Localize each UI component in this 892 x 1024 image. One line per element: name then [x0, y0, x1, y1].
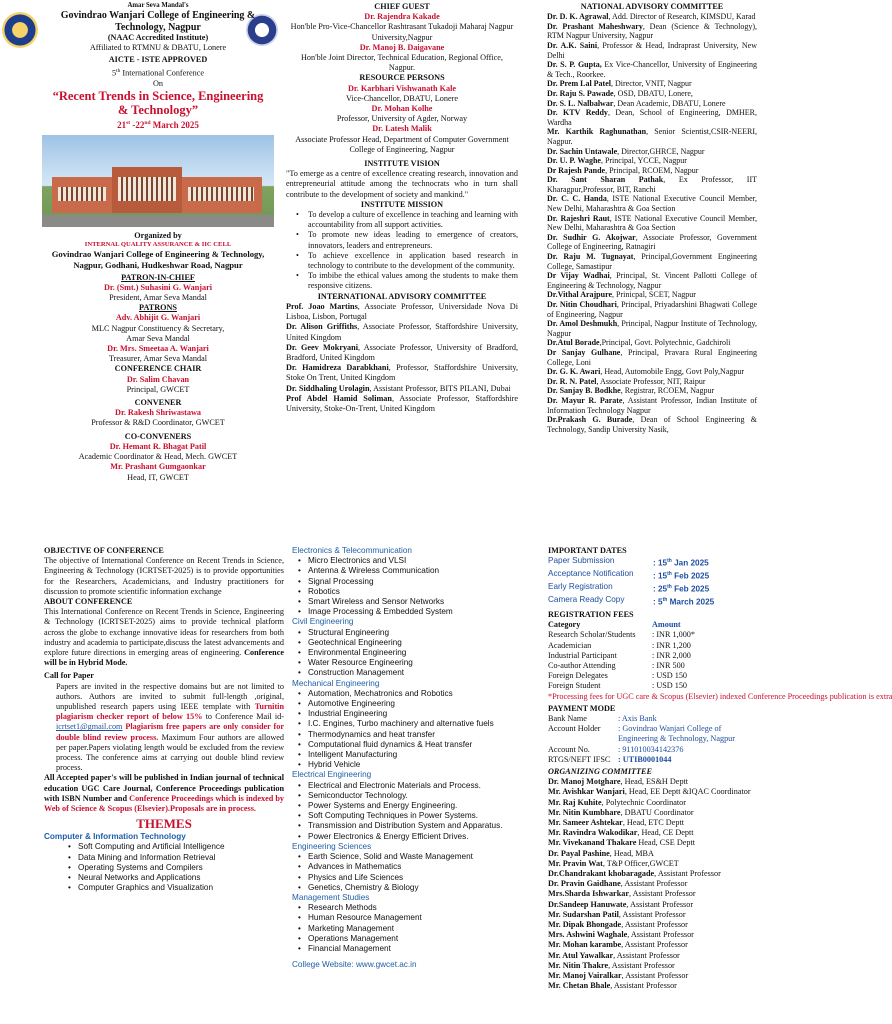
- mission-item: • To promote new ideas leading to emergence of creators, innovators, leaders and entrepreneurs.: [286, 230, 518, 250]
- elec-head: Electrical Engineering: [292, 770, 372, 780]
- col-national-committee: [547, 2, 757, 522]
- fee-row: Industrial Participant : INR 2,000: [548, 650, 691, 660]
- mail-link[interactable]: icrtset1@gmail.com: [56, 722, 123, 732]
- fees-head: REGISTRATION FEES: [548, 609, 634, 619]
- committee-member: Dr. Rajeshri Raut, ISTE National Executive Council Member, New Delhi, Maharashtra & Goa Section: [547, 213, 758, 233]
- res1-name: Dr. Karbhari Vishwanath Kale: [348, 83, 456, 93]
- committee-member: Mrs. Ashwini Waghale, Assistant Professor: [548, 930, 694, 940]
- payment-table: [548, 714, 760, 765]
- committee-member: Mr. Ravindra Wakodikar, Head, CE Deptt: [548, 828, 694, 838]
- res1-role: Vice-Chancellor, DBATU, Lonere: [346, 93, 458, 103]
- committee-member: Dr. Prem Lal Patel, Director, VNIT, Nagpur: [547, 79, 692, 89]
- committee-member: Dr. Payal Pashine, Head, MBA: [548, 848, 654, 858]
- committee-member: Dr.Sandeep Hanuwate, Assistant Professor: [548, 899, 694, 909]
- fee-row: Foreign Delegates : USD 150: [548, 671, 688, 681]
- committee-member: Mr. Manoj Vairalkar, Assistant Professor: [548, 971, 689, 981]
- theme-item: • Structural Engineering: [292, 628, 532, 638]
- committee-member: Mr. Pravin Wat, T&P Officer,GWCET: [548, 858, 679, 868]
- fee-row: Foreign Student : USD 150: [548, 681, 688, 691]
- pay-row: RTGS/NEFT IFSC : UTIB0001044: [548, 754, 672, 764]
- chief2-name: Dr. Manoj B. Daigavane: [359, 42, 445, 52]
- intl-member: Dr. Alison Griffiths, Associate Professor, Staffordshire University, United Kingdom: [286, 322, 518, 342]
- fee-row: Co-author Attending : INR 500: [548, 660, 685, 670]
- college-name: Govindrao Wanjari College of Engineering & Technology, Nagpur: [60, 10, 256, 33]
- theme-item: • Operating Systems and Compilers: [62, 863, 284, 873]
- committee-member: Dr. Sanjay B. Bodkhe, Registrar, RCOEM, Nagpur: [547, 386, 715, 396]
- mission-item: • To achieve excellence in application based research in technology to contribute to the development of the community.: [286, 251, 518, 271]
- committee-member: Dr. Raju S. Pawade, OSD, DBATU, Lonere,: [547, 88, 693, 98]
- chief1-role: Hon'ble Pro-Vice-Chancellor Rashtrasant Tukadoji Maharaj Nagpur University,Nagpur: [290, 22, 514, 42]
- cs-head: Computer & Information Technology: [44, 832, 186, 842]
- committee-member: Dr. Pravin Gaidhane, Assistant Professor: [548, 879, 688, 889]
- theme-item: • Image Processing & Embedded System: [292, 607, 532, 617]
- convener-name: Dr. Rakesh Shriwastawa: [115, 408, 201, 418]
- chair-head: CONFERENCE CHAIR: [114, 364, 202, 374]
- dates-head: IMPORTANT DATES: [548, 546, 627, 555]
- objective-head: OBJECTIVE OF CONFERENCE: [44, 546, 164, 555]
- committee-member: Mr. Dipak Bhongade, Assistant Professor: [548, 920, 688, 930]
- patrons-head: PATRONS: [139, 303, 177, 313]
- committee-member: Dr. Sudhir G. Akojwar, Associate Professor, Government College of Engineering, Ratnagiri: [547, 232, 757, 252]
- mgmt-head: Management Studies: [292, 892, 370, 902]
- committee-member: Dr. Nitin Choudhari, Principal, Priyadarshini Bhagwati College of Engineering, Nagpur: [547, 300, 757, 319]
- intl-member: Dr. Hamidreza Darabkhani, Professor, Staffordshire University, Stoke On Trent, United Kingdom: [286, 363, 518, 383]
- patron-chief-role: President, Amar Seva Mandal: [109, 293, 207, 303]
- theme-item: • Genetics, Chemistry & Biology: [292, 883, 532, 893]
- conf-title: “Recent Trends in Science, Engineering & Technology”: [52, 88, 264, 117]
- committee-member: Mr. Nitin Kumbhare, DBATU Coordinator: [548, 807, 694, 817]
- theme-item: • Research Methods: [292, 903, 532, 913]
- about-text: This International Conference on Recent Trends in Science, Engineering & Technology (ICRTSET-2025) aims to provide technical platform across the globe to exchange innovative ideas for researchers from both industry and academia to participate,discuss the latest advancements and explore future directions in emerging areas of engineering. Conference will be in Hybrid Mode.: [44, 607, 284, 668]
- elec-list: [292, 781, 532, 842]
- theme-item: • Electrical and Electronic Materials and Process.: [292, 781, 532, 791]
- intl-list: [286, 302, 518, 414]
- theme-item: • Computer Graphics and Visualization: [62, 883, 284, 893]
- date-row: Acceptance Notification : 15th Feb 2025: [548, 569, 710, 581]
- mech-head: Mechanical Engineering: [292, 678, 380, 688]
- coconv1-name: Dr. Hemant R. Bhagat Patil: [109, 441, 207, 451]
- committee-member: Dr. R. N. Patel, Associate Professor, NIT, Raipur: [547, 376, 706, 386]
- committee-member: Dr. D. K. Agrawal, Add. Director of Research, KIMSDU, Karad: [547, 12, 756, 22]
- committee-member: Dr. Sachin Untawale, Director,GHRCE, Nagpur: [547, 146, 705, 156]
- theme-item: • Operations Management: [292, 934, 532, 944]
- theme-item: • Automotive Engineering: [292, 699, 532, 709]
- committee-member: Mr. Raj Kuhite, Polytechnic Coordinator: [548, 797, 686, 807]
- committee-member: Mr. Sameer Ashtekar, Head, ETC Deptt: [548, 818, 684, 828]
- theme-item: • Construction Management: [292, 668, 532, 678]
- coconv2-name: Mr. Prashant Gumgaonkar: [110, 462, 206, 472]
- on: On: [152, 78, 163, 88]
- org-list: [548, 777, 760, 991]
- committee-member: Mr. Mohan karambe, Assistant Professor: [548, 940, 688, 950]
- civil-head: Civil Engineering: [292, 617, 354, 627]
- committee-member: Dr. Amol Deshmukh, Principal, Nagpur Institute of Technology, Nagpur: [547, 319, 757, 338]
- res3-name: Dr. Latesh Malik: [372, 124, 432, 134]
- theme-item: • Robotics: [292, 587, 532, 597]
- res2-role: Professor, University of Agder, Norway: [336, 114, 468, 124]
- convener-role: Professor & R&D Coordinator, GWCET: [91, 418, 225, 428]
- cs-list: [44, 842, 284, 893]
- organizer-college: Govindrao Wanjari College of Engineering & Technology, Nagpur, Godhani, Hudkeshwar Road, Nagpur: [51, 249, 265, 271]
- chair-role: Principal, GWCET: [126, 384, 190, 394]
- theme-item: • Data Mining and Information Retrieval: [62, 853, 284, 863]
- organized-by: Organized by: [134, 230, 182, 240]
- mech-list: [292, 689, 532, 771]
- mission-item: • To imbibe the ethical values among the students to make them responsive citizens.: [286, 271, 518, 291]
- col-about: [44, 546, 284, 1024]
- pay-row: Bank Name : Axis Bank: [548, 713, 657, 723]
- patron1-name: Adv. Abhijit G. Wanjari: [115, 313, 201, 323]
- committee-member: Dr. Manoj Motghare, Head, ES&H Deptt: [548, 777, 689, 787]
- fee-row: Research Scholar/Students : INR 1,000*: [548, 630, 695, 640]
- theme-item: • Neural Networks and Applications: [62, 873, 284, 883]
- committee-member: Dr Rajesh Pande, Principal, RCOEM, Nagpur: [547, 165, 699, 175]
- committee-member: Dr. KTV Reddy, Dean, School of Engineering, DMHER, Wardha: [547, 108, 757, 127]
- mgmt-list: [292, 903, 532, 954]
- theme-item: • I.C. Engines, Turbo machinery and alternative fuels: [292, 719, 532, 729]
- committee-member: Dr.Chandrakant khobaragade, Assistant Professor: [548, 869, 721, 879]
- committee-member: Mrs.Sharda Ishwarkar, Assistant Professor: [548, 889, 696, 899]
- date-row: Camera Ready Copy : 5th March 2025: [548, 595, 715, 607]
- college-logo-icon: [2, 12, 38, 48]
- theme-item: • Industrial Engineering: [292, 709, 532, 719]
- sci-list: [292, 852, 532, 893]
- theme-item: • Marketing Management: [292, 924, 532, 934]
- committee-member: Dr. S. L. Nalbalwar, Dean Academic, DBATU, Lonere: [547, 98, 726, 108]
- committee-member: Dr. A.K. Saini, Professor & Head, Indraprast University, New Delhi: [547, 40, 757, 60]
- col-organizers: [40, 2, 276, 522]
- date-row: Paper Submission : 15th Jan 2025: [548, 556, 709, 568]
- committee-member: Dr Sanjay Gulhane, Principal, Pravara Rural Engineering College, Loni: [547, 347, 758, 367]
- intl-member: Dr. Siddhaling Urolagin, Assistant Professor, BITS PILANI, Dubai: [286, 383, 511, 393]
- theme-item: • Automation, Mechatronics and Robotics: [292, 689, 532, 699]
- sci-head: Engineering Sciences: [292, 841, 372, 851]
- committee-member: Dr. Raju M. Tugnayat, Principal,Government Engineering College, Samastipur: [547, 252, 757, 271]
- committee-member: Mr. Nitin Thakre, Assistant Professor: [548, 960, 675, 970]
- theme-item: • Power Systems and Energy Engineering.: [292, 801, 532, 811]
- date-row: Early Registration : 25th Feb 2025: [548, 582, 710, 594]
- cfp-text: Papers are invited in the respective domains but are not limited to authors. Authors are invited to submit full-length ,original, unpublished research papers using IEEE template with Turnitin plagiarism checker report of below 15% to Conference Mail id- icrtset1@gmail.com Plagiarism free papers are only consider for double blind review process. Maximum Four authors are allowed per paper.Papers violating length would be excluded from the review process. The conference aims at carrying out double blind review process.: [56, 681, 285, 773]
- fees-table: Category Amount Research Scholar/Students : INR 1,000* Academician : INR 1,200 Industrial Participant : INR 2,000 Co-author Attending : INR 500 Foreign Delegates : USD 150 Foreign Student : USD 150: [548, 620, 760, 691]
- organizer-cell: INTERNAL QUALITY ASSURANCE & IIC CELL: [84, 240, 232, 248]
- theme-item: • Power Electronics & Energy Efficient Drives.: [292, 832, 532, 842]
- theme-item: • Computational fluid dynamics & Heat transfer: [292, 740, 532, 750]
- conf-dates: 21st -22nd March 2025: [117, 119, 199, 130]
- naac: (NAAC Accredited Institute): [107, 33, 209, 42]
- coconv1-role: Academic Coordinator & Head, Mech. GWCET: [78, 452, 238, 462]
- committee-member: Mr. Chetan Bhale, Assistant Professor: [548, 981, 677, 991]
- committee-member: Dr. S. P. Gupta, Ex Vice-Chancellor, University of Engineering & Tech., Roorkee.: [547, 60, 757, 79]
- chief2-role: Hon'ble Joint Director, Technical Education, Regional Office, Nagpur.: [301, 53, 503, 73]
- patron2-role: Treasurer, Amar Seva Mandal: [108, 354, 208, 364]
- about-head: ABOUT CONFERENCE: [44, 597, 133, 607]
- website[interactable]: College Website: www.gwcet.ac.in: [292, 960, 417, 970]
- themes-head: THEMES: [136, 816, 192, 832]
- col-themes: [292, 546, 532, 1024]
- committee-member: Dr. G. K. Awari, Head, Automobile Engg, Govt Poly,Nagpur: [547, 367, 745, 377]
- committee-member: Mr. Avishkar Wanjari, Head, EE Deptt &IQAC Coordinator: [548, 787, 751, 797]
- theme-item: • Transmission and Distribution System and Apparatus.: [292, 821, 532, 831]
- committee-member: Dr. Sant Sharan Pathak, Ex Professor, IIT Kharagpur,Professor, BIT, Ranchi: [547, 175, 757, 194]
- theme-item: • Human Resource Management: [292, 913, 532, 923]
- convener-head: CONVENER: [134, 398, 182, 408]
- committee-member: Dr. U. P. Waghe, Principal, YCCE, Nagpur: [547, 156, 687, 166]
- affiliation: Affiliated to RTMNU & DBATU, Lonere: [89, 43, 227, 53]
- theme-item: • Smart Wireless and Sensor Networks: [292, 597, 532, 607]
- ec-list: [292, 556, 532, 617]
- intl-member: Dr. Geev Mokryani, Associate Professor, University of Bradford, Bradford, United Kingdom: [286, 342, 518, 362]
- committee-member: Dr.Prakash G. Burade, Dean of School Engineering & Technology, Sandip University Nasik,: [547, 415, 757, 434]
- ec-head: Electronics & Telecommunication: [292, 546, 412, 555]
- dates-table: [548, 556, 760, 608]
- theme-item: • Financial Management: [292, 944, 532, 954]
- theme-item: • Environmental Engineering: [292, 648, 532, 658]
- pay-row: Account No. : 911010034142376: [548, 744, 684, 754]
- vision-head: INSTITUTE VISION: [364, 159, 440, 169]
- nat-head: NATIONAL ADVISORY COMMITTEE: [580, 2, 724, 11]
- objective-text: The objective of International Conference on Recent Trends in Science, Engineering & Technology (ICRTSET-2025) is to provide opportunities for the Researchers, Academicians, and Industry practitioners for discussion to promote scientific information exchange: [44, 556, 284, 596]
- committee-member: Dr. C. C. Handa, ISTE National Executive Council Member, New Delhi, Maharashtra & Goa Section: [547, 194, 757, 214]
- intl-member: Prof. Joao Martins, Associate Professor, Universidade Nova Di Lisboa, Lisbon, Portugal: [286, 301, 518, 322]
- fee-row: Academician : INR 1,200: [548, 640, 691, 650]
- chair-name: Dr. Salim Chavan: [126, 374, 190, 384]
- theme-item: • Micro Electronics and VLSI: [292, 556, 532, 566]
- fees-note: *Processing fees for UGC care & Scopus (Elsevier) indexed Conference Proceedings publication is extra: [548, 691, 892, 701]
- coconv-head: CO-CONVENERS: [124, 431, 192, 441]
- intl-member: Prof Abdel Hamid Soliman, Associate Professor, Staffordshire University, Stoke-On-Trent, United Kingdom: [286, 393, 519, 413]
- theme-item: • Geotechnical Engineering: [292, 638, 532, 648]
- chief-head: CHIEF GUEST: [374, 2, 430, 11]
- mission-head: INSTITUTE MISSION: [360, 199, 444, 209]
- mandal: Amar Seva Mandal's: [127, 2, 189, 9]
- theme-item: • Thermodynamics and heat transfer: [292, 730, 532, 740]
- committee-member: Mr. Sudarshan Patil, Assistant Professor: [548, 909, 686, 919]
- committee-member: Mr. Karthik Raghunathan, Senior Scientist,CSIR-NEERI, Nagpur.: [547, 127, 757, 146]
- nat-list: [547, 12, 757, 434]
- patron-chief-name: Dr. (Smt.) Suhasini G. Wanjari: [103, 282, 213, 292]
- resource-head: RESOURCE PERSONS: [359, 73, 445, 83]
- conf-edition: 5th International Conference: [111, 67, 205, 78]
- theme-item: • Semiconductor Technology.: [292, 791, 532, 801]
- theme-item: • Antenna & Wireless Communication: [292, 566, 532, 576]
- cfp-head: Call for Paper: [44, 671, 94, 681]
- committee-member: Dr.Vithal Arajpure, Prinicpal, SCET, Nagpur: [547, 290, 696, 300]
- intl-head: INTERNATIONAL ADVISORY COMMITTEE: [317, 291, 487, 301]
- committee-member: Dr. Prashant Maheshwary, Dean (Science & Technology), RTM Nagpur University, Nagpur: [547, 21, 757, 41]
- patron-chief-head: PATRON-IN-CHIEF: [121, 272, 195, 282]
- col-guests: [286, 2, 518, 522]
- theme-item: • Hybrid Vehicle: [292, 760, 532, 770]
- coconv2-role: Head, IT, GWCET: [127, 472, 189, 482]
- committee-member: Dr. Mayur R. Parate, Assistant Professor, Indian Institute of Information Technology Nagpur: [547, 395, 757, 415]
- res3-role: Associate Professor Head, Department of Computer Government College of Engineering, Nagpur: [295, 134, 509, 154]
- committee-member: Dr Vijay Wadhai, Principal, St. Vincent Pallotti College of Engineering & Technology, Nagpur: [547, 271, 757, 290]
- theme-item: • Signal Processing: [292, 577, 532, 587]
- theme-item: • Intelligent Manufacturing: [292, 750, 532, 760]
- accepted-text: All Accepted paper's will be published in Indian journal of technical education UGC Care Journal, Conference Proceedings publication with ISBN Number and Conference Proceedings which is indexed by Web of Science & Scopus (Elsevier).Proposals are in process.: [44, 773, 284, 814]
- committee-member: Mr. Vivekanand Thakare Head, CSE Deptt: [548, 838, 696, 848]
- org-head: ORGANIZING COMMITTEE: [548, 767, 652, 776]
- patron2-name: Dr. Mrs. Smeetaa A. Wanjari: [107, 344, 209, 354]
- chief1-name: Dr. Rajendra Kakade: [364, 12, 440, 22]
- theme-item: • Physics and Life Sciences: [292, 873, 532, 883]
- vision-text: "To emerge as a centre of excellence creating research, innovation and entrepreneurial attitude among the technocrats who in turn shall contribute to the development of society and mankind.": [286, 169, 518, 199]
- theme-item: • Soft Computing and Artificial Intelligence: [62, 842, 284, 852]
- col-registration: [548, 546, 892, 1024]
- payment-head: PAYMENT MODE: [548, 703, 616, 713]
- committee-member: Mr. Atul Yawalkar, Assistant Professor: [548, 950, 680, 960]
- theme-item: • Water Resource Engineering: [292, 658, 532, 668]
- theme-item: • Advances in Mathematics: [292, 862, 532, 872]
- res2-name: Dr. Mohan Kolhe: [371, 104, 433, 114]
- patron1-role: MLC Nagpur Constituency & Secretary, Amar Seva Mandal: [91, 323, 225, 343]
- committee-member: Dr.Atul Borade,Principal, Govt. Polytechnic, Gadchiroli: [547, 338, 731, 348]
- campus-photo: [42, 135, 274, 227]
- civil-list: [292, 628, 532, 679]
- theme-item: • Earth Science, Solid and Waste Management: [292, 852, 532, 862]
- mission-list: [286, 210, 518, 292]
- mission-item: • To develop a culture of excellence in teaching and learning with accountability from all support activities.: [286, 210, 518, 230]
- approved: AICTE - ISTE APPROVED: [108, 55, 208, 65]
- theme-item: • Soft Computing Techniques in Power Systems.: [292, 811, 532, 821]
- pay-row: Account Holder : Govindrao Wanjari College of Engineering & Technology, Nagpur: [548, 724, 735, 744]
